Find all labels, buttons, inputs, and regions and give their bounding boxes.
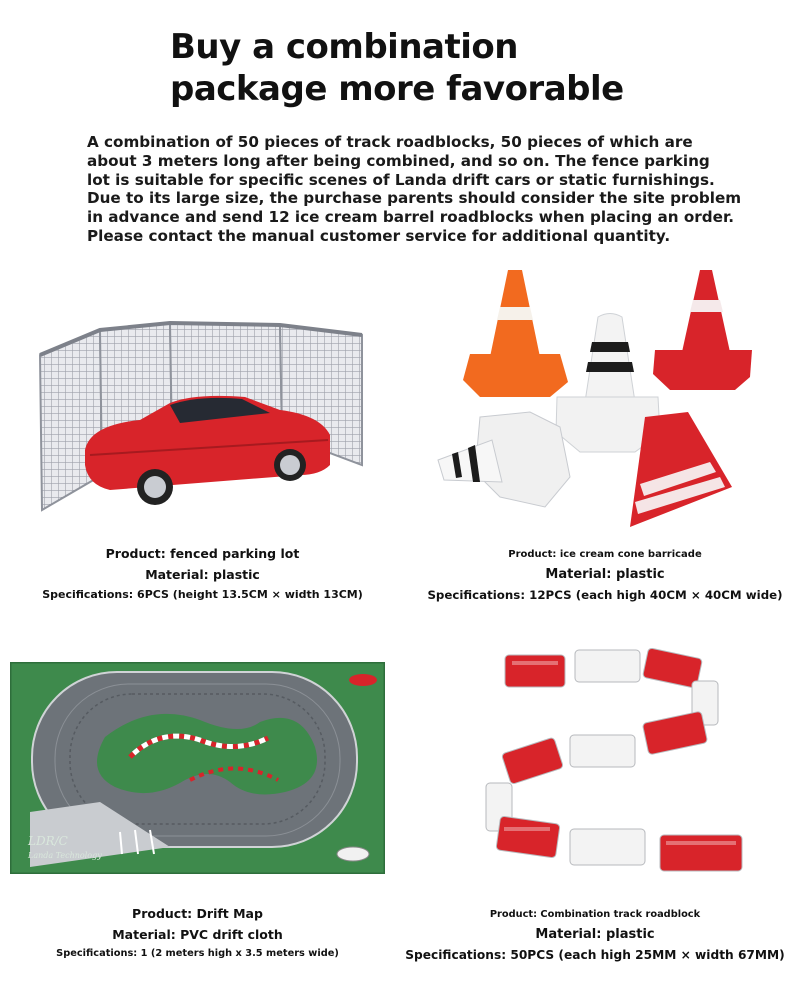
track-roadblock-image [480,645,770,880]
drift-map-image [10,662,385,874]
product-material: Material: plastic [145,567,260,582]
product-name: Product: Combination track roadblock [489,909,701,920]
map-logo: LDR/C [28,834,68,848]
product-caption [420,546,790,606]
product-specs: Specifications: 6PCS (height 13.5CM × width 13CM) [42,588,363,601]
product-material: Material: PVC drift cloth [112,927,283,942]
map-logo-sub: Landa Technology [28,851,102,860]
product-specs: Specifications: 50PCS (each high 25MM × width 67MM) [405,948,785,962]
intro-line: Due to its large size, the purchase parents should consider the site problem [87,189,742,208]
fenced-parking-lot-image [30,315,375,520]
product-name: Product: fenced parking lot [105,546,300,561]
product-specs: Specifications: 12PCS (each high 40CM × 40CM wide) [427,588,783,602]
traffic-cones-image [430,262,770,537]
product-caption [10,906,385,966]
product-caption [400,906,790,966]
page-title [170,26,770,110]
intro-line: Please contact the manual customer service for additional quantity. [87,226,671,245]
product-name: Product: Drift Map [132,906,263,921]
intro-line: A combination of 50 pieces of track roadblocks, 50 pieces of which are [87,133,693,151]
intro-line: lot is suitable for specific scenes of Landa drift cars or static furnishings. [87,170,715,189]
product-name: Product: ice cream cone barricade [508,549,702,560]
intro-line: in advance and send 12 ice cream barrel roadblocks when placing an order. [87,208,735,227]
title-line-2: package more favorable [170,69,624,109]
intro-line: about 3 meters long after being combined, and so on. The fence parking [87,151,710,170]
product-specs: Specifications: 1 (2 meters high x 3.5 meters wide) [56,948,339,959]
title-line-1: Buy a combination [170,27,518,67]
product-material: Material: plastic [535,927,655,942]
intro-paragraph [87,133,787,246]
product-caption [30,546,375,606]
product-material: Material: plastic [545,567,665,582]
